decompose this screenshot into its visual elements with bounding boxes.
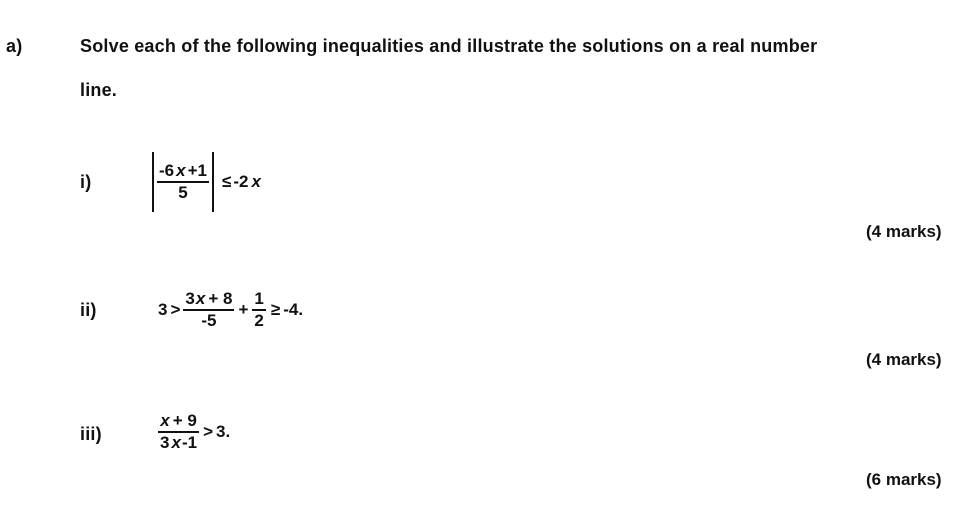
- part-i-label: i): [80, 172, 92, 192]
- part-iii-denominator: [158, 433, 199, 452]
- instruction-line-2: line.: [80, 80, 118, 100]
- part-ii-rhs: -4.: [283, 300, 304, 319]
- part-ii-lead-rel: >: [170, 300, 181, 319]
- part-i-fraction: [157, 162, 209, 202]
- part-ii-frac1-numerator: [183, 290, 234, 309]
- part-i-num-tail: +1: [187, 161, 207, 180]
- part-ii-frac1-denominator: -5: [201, 311, 217, 330]
- part-ii-frac1-num-tail: + 8: [208, 289, 233, 308]
- part-ii-frac2-denominator: 2: [254, 311, 264, 330]
- part-ii-plus: +: [238, 300, 249, 319]
- part-i-denominator: 5: [178, 183, 188, 202]
- part-ii-relation: ≥: [270, 300, 281, 319]
- part-iii-den-var: x: [171, 433, 181, 452]
- part-ii-marks: (4 marks): [866, 350, 942, 369]
- part-ii-frac1-num-var: x: [195, 289, 206, 308]
- part-iii-inequality: [158, 412, 230, 452]
- part-ii-frac2-numerator: 1: [254, 289, 264, 308]
- part-iii-den-tail: -1: [181, 433, 198, 452]
- part-i-numerator: [157, 162, 209, 181]
- part-ii-frac1-num-coef: 3: [185, 289, 195, 308]
- part-ii-fraction-1: [183, 290, 234, 330]
- part-iii-num-tail: + 9: [172, 411, 197, 430]
- part-iii-numerator: [158, 412, 199, 431]
- part-i-marks: (4 marks): [866, 222, 942, 241]
- abs-bar-right: [212, 152, 214, 212]
- abs-bar-left: [152, 152, 154, 212]
- instruction-line-1: Solve each of the following inequalities and illustrate the solutions on a real number: [80, 36, 818, 56]
- part-i-rhs-var: x: [251, 172, 261, 191]
- part-ii-fraction-2: [252, 290, 265, 330]
- part-i-inequality: [152, 152, 261, 212]
- part-iii-label: iii): [80, 424, 102, 444]
- part-iii-num-var: x: [160, 411, 170, 430]
- part-ii-label: ii): [80, 300, 97, 320]
- part-iii-rhs: 3.: [216, 422, 231, 441]
- part-i-num-coef: -6: [159, 161, 175, 180]
- part-i-relation: ≤: [221, 172, 232, 191]
- question-label: a): [6, 36, 23, 56]
- part-ii-lead: 3: [158, 300, 168, 319]
- part-iii-den-coef: 3: [160, 433, 170, 452]
- part-i-num-var: x: [176, 161, 186, 180]
- part-iii-relation: >: [203, 422, 213, 441]
- part-iii-marks: (6 marks): [866, 470, 942, 489]
- part-iii-fraction: [158, 412, 199, 452]
- part-i-rhs: -2: [233, 172, 249, 191]
- part-ii-inequality: [158, 290, 303, 330]
